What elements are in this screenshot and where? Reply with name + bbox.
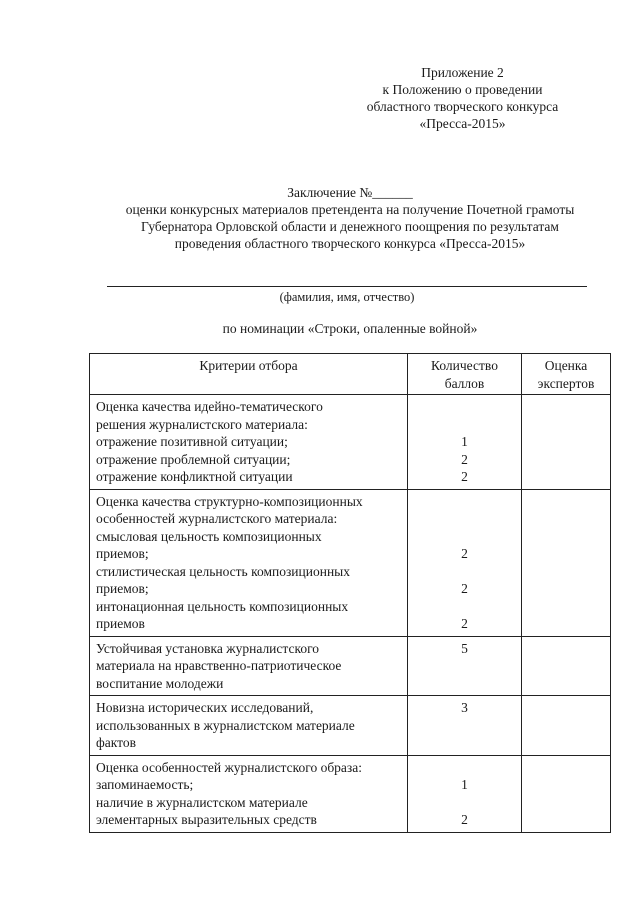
criteria-line: решения журналистского материала: — [96, 416, 308, 432]
expert-score-cell[interactable] — [522, 489, 611, 636]
criteria-cell — [90, 636, 408, 696]
conclusion-line: оценки конкурсных материалов претендента на получение Почетной грамоты — [125, 202, 575, 217]
header-score — [408, 354, 522, 395]
name-fill-line — [107, 286, 587, 287]
score-cell — [408, 489, 522, 636]
score-value — [408, 598, 521, 616]
criteria-cell — [90, 489, 408, 636]
criteria-line: наличие в журналистском материале — [96, 794, 308, 810]
header-expert-line: экспертов — [537, 375, 595, 391]
score-value — [408, 563, 521, 581]
criteria-line: смысловая цельность композиционных — [96, 528, 322, 544]
score-value: 2 — [461, 451, 468, 467]
score-value — [408, 398, 521, 416]
expert-score-cell[interactable] — [522, 636, 611, 696]
header-score-line: баллов — [444, 375, 485, 391]
score-value — [408, 528, 521, 546]
score-cell — [408, 395, 522, 490]
expert-score-cell[interactable] — [522, 755, 611, 832]
criteria-line: Устойчивая установка журналистского — [96, 640, 320, 656]
criteria-line: интонационная цельность композиционных — [96, 598, 349, 614]
score-value — [408, 510, 521, 528]
criteria-table — [89, 353, 611, 833]
table-row — [90, 755, 611, 832]
conclusion-line: Губернатора Орловской области и денежного поощрения по результатам — [141, 219, 559, 234]
score-value — [408, 759, 521, 777]
criteria-line: материала на нравственно-патриотическое — [96, 658, 342, 673]
criteria-line: стилистическая цельность композиционных — [96, 563, 350, 579]
appendix-line: «Пресса-2015» — [419, 116, 506, 131]
criteria-line: отражение позитивной ситуации; — [96, 434, 288, 449]
table-row — [90, 636, 611, 696]
expert-score-cell[interactable] — [522, 696, 611, 756]
table-row — [90, 696, 611, 756]
criteria-cell — [90, 755, 408, 832]
score-value — [408, 416, 521, 434]
score-value: 2 — [461, 812, 468, 827]
appendix-header — [330, 64, 595, 132]
score-cell — [408, 696, 522, 756]
header-score-line: Количество — [431, 358, 498, 373]
score-value: 2 — [461, 616, 468, 631]
criteria-cell — [90, 696, 408, 756]
criteria-line: приемов; — [96, 546, 149, 561]
table-row — [90, 395, 611, 490]
header-criteria-label: Критерии отбора — [199, 358, 298, 373]
conclusion-line: проведения областного творческого конкурса «Пресса-2015» — [174, 236, 526, 251]
criteria-line: элементарных выразительных средств — [96, 812, 317, 827]
score-value: 3 — [461, 700, 468, 715]
appendix-line: областного творческого конкурса — [366, 99, 559, 114]
score-value: 1 — [461, 777, 468, 792]
criteria-cell — [90, 395, 408, 490]
table-header-row — [90, 354, 611, 395]
criteria-line: особенностей журналистского материала: — [96, 511, 338, 526]
appendix-line: к Положению о проведении — [382, 82, 543, 97]
criteria-line: Оценка качества структурно-композиционных — [96, 493, 363, 509]
criteria-line: приемов; — [96, 581, 149, 596]
table-row — [90, 489, 611, 636]
score-value — [408, 493, 521, 511]
criteria-line: Оценка качества идейно-тематического — [96, 399, 323, 414]
criteria-line: Новизна исторических исследований, — [96, 700, 314, 715]
appendix-line: Приложение 2 — [421, 65, 504, 80]
criteria-line: фактов — [96, 735, 136, 750]
criteria-line: запоминаемость; — [96, 777, 194, 792]
score-cell — [408, 755, 522, 832]
score-value: 2 — [461, 469, 468, 484]
nomination-title: по номинации «Строки, опаленные войной» — [222, 321, 478, 336]
criteria-line: отражение проблемной ситуации; — [96, 451, 291, 467]
header-expert-line: Оценка — [544, 358, 588, 373]
score-cell — [408, 636, 522, 696]
score-value: 5 — [461, 640, 468, 656]
expert-score-cell[interactable] — [522, 395, 611, 490]
criteria-line: отражение конфликтной ситуации — [96, 469, 293, 484]
criteria-line: воспитание молодежи — [96, 675, 224, 691]
conclusion-heading — [60, 184, 640, 252]
criteria-line: использованных в журналистском материале — [96, 717, 355, 733]
criteria-line: Оценка особенностей журналистского образа: — [96, 759, 362, 775]
score-value: 2 — [461, 546, 468, 561]
score-value — [408, 794, 521, 812]
header-criteria — [90, 354, 408, 395]
score-value: 2 — [461, 581, 468, 596]
header-expert — [522, 354, 611, 395]
conclusion-title: Заключение №______ — [287, 185, 413, 200]
name-caption: (фамилия, имя, отчество) — [279, 290, 415, 304]
score-value: 1 — [461, 434, 468, 449]
criteria-line: приемов — [96, 616, 145, 631]
